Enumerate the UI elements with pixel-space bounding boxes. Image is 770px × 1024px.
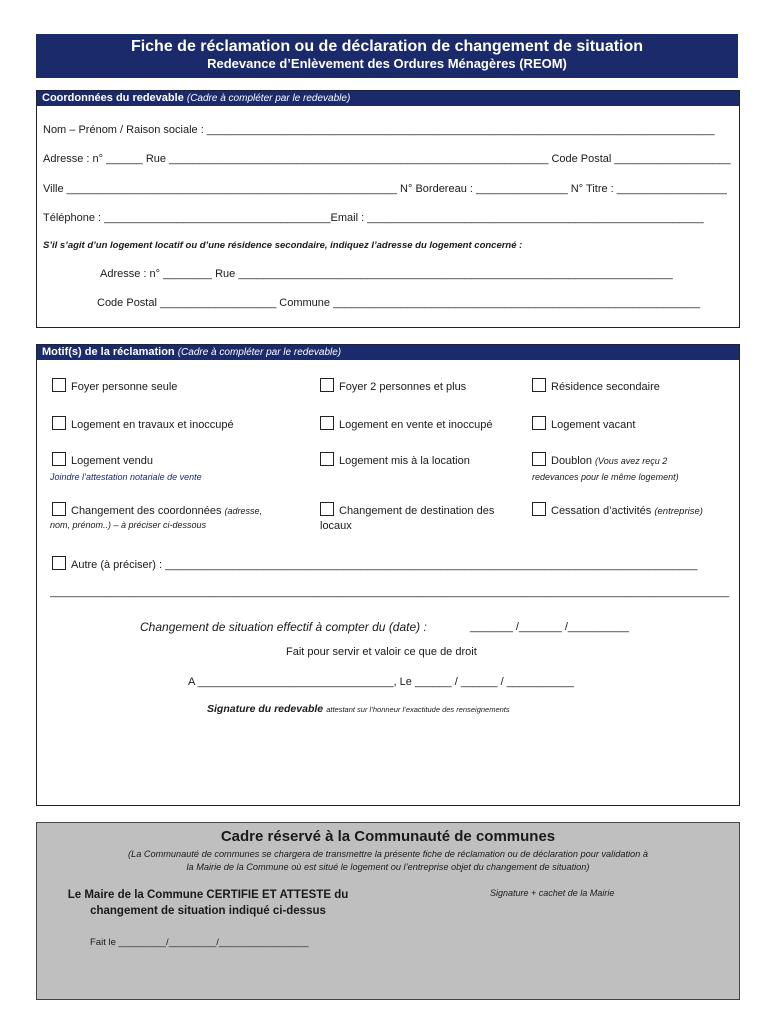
doublon-note: redevances pour le même logement) xyxy=(532,472,679,482)
checkbox-icon[interactable] xyxy=(532,502,546,516)
signature-redevable: Signature du redevable attestant sur l’honneur l’exactitude des renseignements xyxy=(207,703,510,715)
form-subtitle: Redevance d’Enlèvement des Ordures Ménagères (REOM) xyxy=(207,56,567,71)
option-doublon[interactable]: Doublon (Vous avez reçu 2 xyxy=(532,452,667,467)
checkbox-icon[interactable] xyxy=(52,416,66,430)
signature-mairie: Signature + cachet de la Mairie xyxy=(490,888,615,898)
adresse-field[interactable]: Adresse : n° ______ Rue ______________________________________________________________ Code Postal ___________________ xyxy=(43,153,731,165)
option-travaux[interactable]: Logement en travaux et inoccupé xyxy=(52,416,234,431)
option-foyer-2[interactable]: Foyer 2 personnes et plus xyxy=(320,378,466,393)
coordonnees-note: (Cadre à compléter par le redevable) xyxy=(186,93,351,104)
option-vente[interactable]: Logement en vente et inoccupé xyxy=(320,416,493,431)
checkbox-icon[interactable] xyxy=(532,378,546,392)
checkbox-icon[interactable] xyxy=(52,452,66,466)
nom-field[interactable]: Nom – Prénom / Raison sociale : ___________________________________________________________________________________ xyxy=(43,124,715,136)
cadre-note-1: (La Communauté de communes se chargera de transmettre la présente fiche de réclamation ou de déclaration pour validation à xyxy=(128,849,648,859)
destination-line-2: locaux xyxy=(320,520,352,532)
option-vendu[interactable]: Logement vendu xyxy=(52,452,153,467)
checkbox-icon[interactable] xyxy=(320,502,334,516)
lieu-date-field[interactable]: A ________________________________, Le ______ / ______ / ___________ xyxy=(188,676,574,688)
motif-bar xyxy=(37,345,739,360)
maire-line-1: Le Maire de la Commune CERTIFIE ET ATTESTE du xyxy=(67,889,349,901)
cadre-note-2: la Mairie de la Commune où est situé le logement ou l’entreprise objet du changement de situation) xyxy=(186,862,590,872)
checkbox-icon[interactable] xyxy=(52,502,66,516)
motif-note: (Cadre à compléter par le redevable) xyxy=(177,347,342,358)
checkbox-icon[interactable] xyxy=(52,378,66,392)
coordonnees-title: Coordonnées du redevable xyxy=(42,92,184,104)
option-coordonnees[interactable]: Changement des coordonnées (adresse, xyxy=(52,502,262,517)
option-cessation[interactable]: Cessation d’activités (entreprise) xyxy=(532,502,703,517)
date-field[interactable]: _______ /_______ /__________ xyxy=(470,621,630,633)
checkbox-icon[interactable] xyxy=(52,556,66,570)
autre-line[interactable]: _______________________________________________________________________________________________________________ xyxy=(50,586,730,598)
motif-section xyxy=(36,344,740,806)
form-header xyxy=(36,34,738,78)
fait-le-field[interactable]: Fait le _________/_________/_________________ xyxy=(90,937,309,948)
vendu-note: Joindre l’attestation notariale de vente xyxy=(50,472,202,482)
checkbox-icon[interactable] xyxy=(320,452,334,466)
option-foyer-seul[interactable]: Foyer personne seule xyxy=(52,378,177,393)
maire-line-2: changement de situation indiqué ci-dessus xyxy=(90,905,326,917)
locatif-instruction: S’il s’agit d’un logement locatif ou d’une résidence secondaire, indiquez l’adresse du logement concerné : xyxy=(43,240,523,251)
option-destination[interactable]: Changement de destination des xyxy=(320,502,494,517)
coordonnees-bar xyxy=(37,91,739,106)
fait-pour-servir: Fait pour servir et valoir ce que de droit xyxy=(286,646,477,658)
checkbox-icon[interactable] xyxy=(532,452,546,466)
checkbox-icon[interactable] xyxy=(320,416,334,430)
option-location[interactable]: Logement mis à la location xyxy=(320,452,470,467)
cadre-title: Cadre réservé à la Communauté de communes xyxy=(220,828,556,845)
cp-commune-field[interactable]: Code Postal ___________________ Commune ____________________________________________________________ xyxy=(97,297,701,309)
option-vacant[interactable]: Logement vacant xyxy=(532,416,635,431)
checkbox-icon[interactable] xyxy=(532,416,546,430)
form-title: Fiche de réclamation ou de déclaration de changement de situation xyxy=(130,38,644,55)
option-autre[interactable]: Autre (à préciser) : _______________________________________________________________________________________ xyxy=(52,556,697,571)
checkbox-icon[interactable] xyxy=(320,378,334,392)
option-residence[interactable]: Résidence secondaire xyxy=(532,378,660,393)
adresse-logement-field[interactable]: Adresse : n° ________ Rue _______________________________________________________________________ xyxy=(100,268,673,280)
motif-title: Motif(s) de la réclamation xyxy=(42,346,175,358)
coordonnees-note-2: nom, prénom..) – à préciser ci-dessous xyxy=(50,520,207,530)
telephone-field[interactable]: Téléphone : _____________________________________Email : _______________________________________________________ xyxy=(43,212,704,224)
ville-field[interactable]: Ville ______________________________________________________ N° Bordereau : _______________ N° Titre : __________________ xyxy=(43,183,727,195)
changement-label: Changement de situation effectif à compter du (date) : xyxy=(140,620,427,634)
